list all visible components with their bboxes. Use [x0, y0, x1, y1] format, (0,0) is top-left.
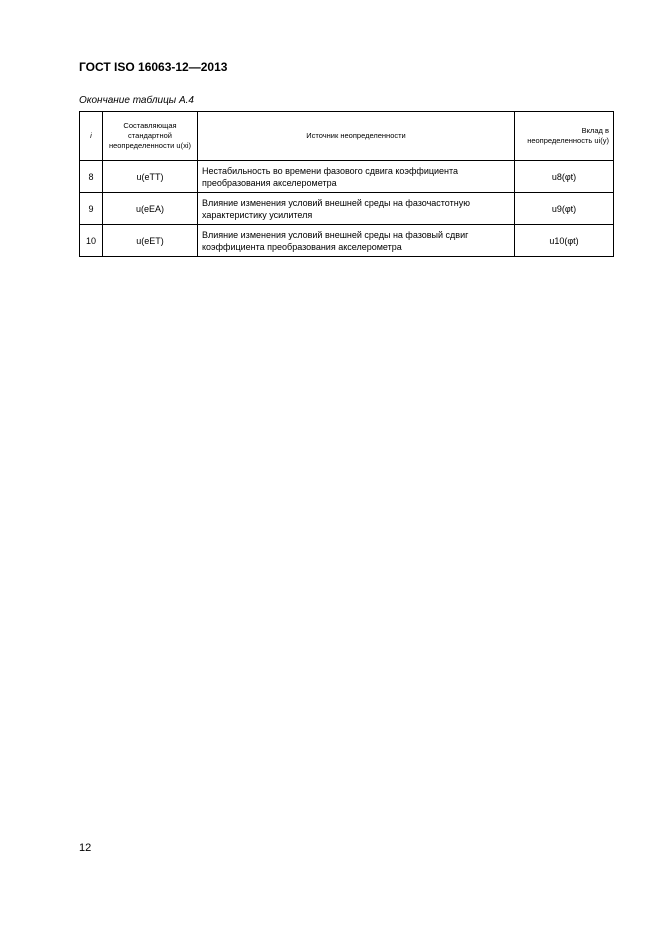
uncertainty-table	[79, 111, 614, 257]
table-caption: Окончание таблицы А.4	[79, 95, 194, 106]
column-header-i: i	[80, 112, 103, 161]
page-number: 12	[79, 842, 92, 854]
row-contribution: u9(φt)	[515, 193, 614, 225]
column-header-source: Источник неопределенности	[198, 112, 515, 161]
column-header-contribution: Вклад в неопределенность ui(y)	[515, 112, 614, 161]
table-row	[80, 161, 614, 193]
row-component: u(eET)	[103, 225, 198, 257]
row-index: 10	[80, 225, 103, 257]
row-index: 9	[80, 193, 103, 225]
row-component: u(eEA)	[103, 193, 198, 225]
document-title: ГОСТ ISO 16063-12—2013	[79, 60, 228, 74]
row-source: Влияние изменения условий внешней среды на фазовый сдвиг коэффициента преобразования акселерометра	[198, 225, 515, 257]
column-header-component: Составляющая стандартной неопределенности u(xi)	[103, 112, 198, 161]
row-contribution: u8(φt)	[515, 161, 614, 193]
row-index: 8	[80, 161, 103, 193]
row-source: Влияние изменения условий внешней среды на фазочастотную характеристику усилителя	[198, 193, 515, 225]
row-contribution: u10(φt)	[515, 225, 614, 257]
table-header-row	[80, 112, 614, 161]
table-row	[80, 193, 614, 225]
row-component: u(eTT)	[103, 161, 198, 193]
table-row	[80, 225, 614, 257]
row-source: Нестабильность во времени фазового сдвига коэффициента преобразования акселерометра	[198, 161, 515, 193]
